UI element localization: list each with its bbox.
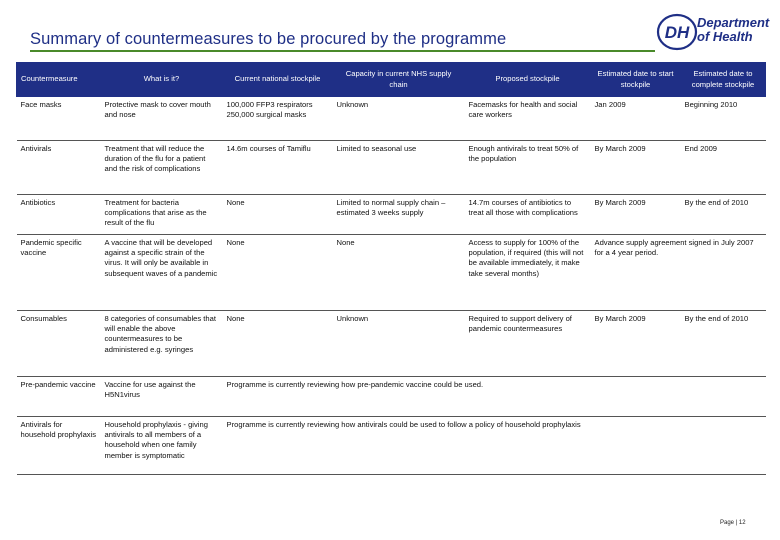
header-what-is-it: What is it?: [101, 63, 223, 97]
cell-start: By March 2009: [591, 141, 681, 195]
cell-countermeasure: Antivirals: [17, 141, 101, 195]
header-proposed-stockpile: Proposed stockpile: [465, 63, 591, 97]
cell-complete: End 2009: [681, 141, 766, 195]
table-header-row: [17, 63, 766, 97]
title-rule: [30, 50, 655, 52]
header-start-date: Estimated date to start stockpile: [591, 63, 681, 97]
table-row: [17, 377, 766, 417]
cell-current: 14.6m courses of Tamiflu: [223, 141, 333, 195]
page-number: 12: [738, 520, 746, 526]
cell-what: Treatment for bacteria complications that arise as the result of the flu: [101, 195, 223, 235]
cell-capacity: None: [333, 235, 465, 311]
table-row: [17, 141, 766, 195]
cell-proposed: Enough antivirals to treat 50% of the population: [465, 141, 591, 195]
logo-line-of-health: of Health: [697, 29, 753, 44]
cell-what: Treatment that will reduce the duration of the flu for a patient and the risk of complications: [101, 141, 223, 195]
cell-countermeasure: Pre-pandemic vaccine: [17, 377, 101, 417]
cell-what: Vaccine for use against the H5N1virus: [101, 377, 223, 417]
cell-current: None: [223, 311, 333, 377]
cell-current: None: [223, 195, 333, 235]
header-complete-date: Estimated date to complete stockpile: [681, 63, 766, 97]
cell-current: 100,000 FFP3 respirators 250,000 surgical masks: [223, 97, 333, 141]
cell-what: 8 categories of consumables that will enable the above countermeasures to be administered e.g. syringes: [101, 311, 223, 377]
cell-complete: Beginning 2010: [681, 97, 766, 141]
cell-start: By March 2009: [591, 195, 681, 235]
cell-capacity: Unknown: [333, 97, 465, 141]
cell-start: By March 2009: [591, 311, 681, 377]
cell-capacity: Limited to normal supply chain –estimated 3 weeks supply: [333, 195, 465, 235]
page-title: Summary of countermeasures to be procured by the programme: [30, 30, 507, 48]
table-row: [17, 417, 766, 475]
table-row: [17, 235, 766, 311]
cell-what: A vaccine that will be developed against a specific strain of the virus. It will only be available in subsequent waves of a pandemic: [101, 235, 223, 311]
header-current-stockpile: Current national stockpile: [223, 63, 333, 97]
cell-capacity: Unknown: [333, 311, 465, 377]
cell-capacity: Limited to seasonal use: [333, 141, 465, 195]
page-label: Page: [720, 520, 735, 526]
table-row: [17, 311, 766, 377]
cell-proposed: 14.7m courses of antibiotics to treat all those with complications: [465, 195, 591, 235]
countermeasures-table: [16, 62, 766, 475]
page-footer: [720, 520, 746, 526]
logo-line-department: Department: [697, 15, 770, 30]
cell-review-note: Programme is currently reviewing how pre-pandemic vaccine could be used.: [223, 377, 766, 417]
header-countermeasure: Countermeasure: [17, 63, 101, 97]
cell-countermeasure: Pandemic specific vaccine: [17, 235, 101, 311]
dh-logo-wordmark: [697, 16, 777, 44]
cell-current: None: [223, 235, 333, 311]
cell-countermeasure: Consumables: [17, 311, 101, 377]
cell-complete: By the end of 2010: [681, 195, 766, 235]
cell-proposed: Access to supply for 100% of the population, if required (this will not be available immediately, it make take several months): [465, 235, 591, 311]
cell-countermeasure: Antibiotics: [17, 195, 101, 235]
cell-proposed: Facemasks for health and social care workers: [465, 97, 591, 141]
cell-countermeasure: Face masks: [17, 97, 101, 141]
cell-dates-combined: Advance supply agreement signed in July 2007 for a 4 year period.: [591, 235, 766, 311]
table-row: [17, 195, 766, 235]
cell-proposed: Required to support delivery of pandemic countermeasures: [465, 311, 591, 377]
cell-what: Protective mask to cover mouth and nose: [101, 97, 223, 141]
cell-review-note: Programme is currently reviewing how antivirals could be used to follow a policy of household prophylaxis: [223, 417, 766, 475]
cell-start: Jan 2009: [591, 97, 681, 141]
page-separator: |: [735, 520, 738, 526]
table-row: [17, 97, 766, 141]
cell-countermeasure: Antivirals for household prophylaxis: [17, 417, 101, 475]
header-nhs-capacity: Capacity in current NHS supply chain: [333, 63, 465, 97]
cell-what: Household prophylaxis - giving antivirals to all members of a household when one family member is symptomatic: [101, 417, 223, 475]
dh-logo-mark: DH: [664, 23, 690, 42]
cell-complete: By the end of 2010: [681, 311, 766, 377]
